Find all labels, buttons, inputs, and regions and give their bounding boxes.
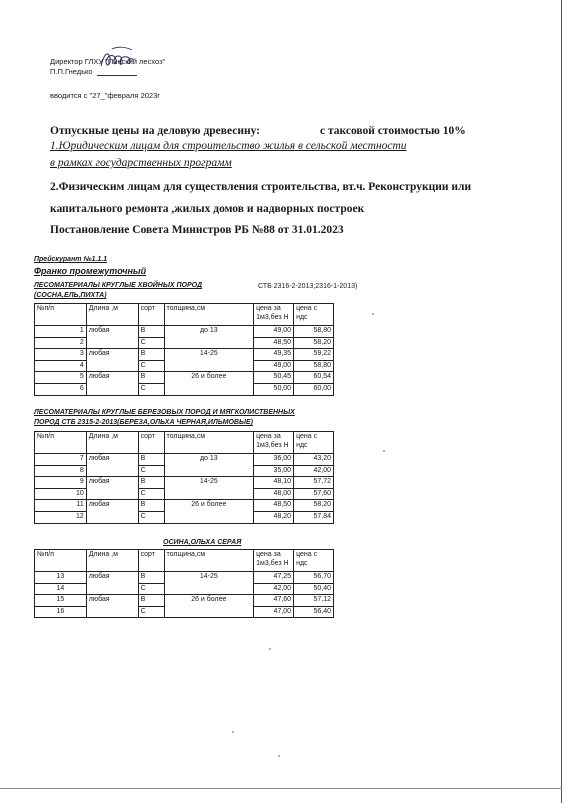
- table-row: 6 С 50,00 60,00: [35, 383, 334, 395]
- col-header-num: №п/п: [35, 550, 87, 572]
- section1-subtitle: (СОСНА,ЕЛЬ,ПИХТА): [34, 292, 107, 299]
- table-row: 4 С 49,00 58,80: [35, 360, 334, 372]
- table-row: 10 С 48,00 57,60: [35, 488, 334, 500]
- col-header-grade: сорт: [138, 550, 164, 572]
- table-row: 1 любая В до 13 49,00 58,80: [35, 326, 334, 338]
- individuals-line2: капитального ремонта ,жилых домов и надворных построек: [50, 203, 365, 215]
- decree-line: Постановление Совета Министров РБ №88 от 31.01.2023: [50, 224, 344, 236]
- scan-speck: [383, 450, 385, 452]
- col-header-thickness: толщина,см: [164, 432, 254, 454]
- table-row: 5 любая В 26 и более 50,45 60,54: [35, 372, 334, 384]
- scan-speck: [372, 313, 374, 315]
- pricelist-label: Прейскурант №1.1.1: [34, 256, 108, 263]
- section3-title: ОСИНА,ОЛЬХА СЕРАЯ: [163, 539, 242, 546]
- table-row: 8 С 35,00 42,00: [35, 465, 334, 477]
- col-header-price-vat: цена с ндс: [294, 550, 334, 572]
- page-edge-right: [561, 0, 562, 803]
- table-row: 2 С 48,50 58,20: [35, 337, 334, 349]
- signature-underline: [97, 75, 137, 76]
- price-table-conifer: [34, 303, 334, 396]
- legal-entities-line2: в рамках государственных программ: [50, 157, 232, 169]
- legal-entities-line1: 1.Юридическим лицам для строительство жилья в сельской местности: [50, 140, 407, 152]
- col-header-length: Длина ,м: [86, 550, 138, 572]
- col-header-price-vat: цена с ндс: [294, 304, 334, 326]
- table-row: 9 любая В 14-25 48,10 57,72: [35, 477, 334, 489]
- individuals-line1: 2.Физическим лицам для существления строительства, вт.ч. Реконструкции или: [50, 181, 472, 193]
- price-table-birch: [34, 431, 334, 524]
- section1-standard: СТБ 2316-2-2013;2316-1-2013): [258, 283, 358, 290]
- franco-label: Франко промежуточный: [34, 266, 147, 276]
- section2-title-line2: ПОРОД СТБ 2315-2-2013(БЕРЕЗА,ОЛЬХА ЧЕРНАЯ,ИЛЬМОВЫЕ): [34, 419, 253, 426]
- col-header-price-vat: цена с ндс: [294, 432, 334, 454]
- col-header-price: цена за 1м3,без Н: [254, 550, 294, 572]
- table-row: 12 С 48,20 57,84: [35, 511, 334, 523]
- table-row: 7 любая В до 13 36,00 43,20: [35, 454, 334, 466]
- table-row: 14 С 42,00 50,40: [35, 583, 334, 595]
- col-header-thickness: толщина,см: [164, 550, 254, 572]
- price-title-right: с таксовой стоимостью 10%: [320, 125, 466, 137]
- director-line: Директор ГЛХУ "Пинский лесхоз": [50, 57, 166, 66]
- col-header-price: цена за 1м3,без Н: [254, 304, 294, 326]
- scan-speck: [278, 755, 280, 757]
- col-header-grade: сорт: [138, 304, 164, 326]
- col-header-length: Длина ,м: [86, 304, 138, 326]
- date-line: вводится с "27_"февраля 2023г: [50, 91, 160, 100]
- signature-image: [98, 46, 136, 72]
- table-row: 16 С 47,00 56,40: [35, 606, 334, 618]
- page-edge-bottom: [0, 788, 562, 789]
- price-table-aspen: [34, 549, 334, 618]
- scan-speck: [269, 648, 271, 650]
- col-header-grade: сорт: [138, 432, 164, 454]
- section2-title-line1: ЛЕСОМАТЕРИАЛЫ КРУГЛЫЕ БЕРЕЗОВЫХ ПОРОД И МЯГКОЛИСТВЕННЫХ: [34, 409, 295, 416]
- name-line: П.П.Гнедько: [50, 67, 93, 76]
- table-row: 3 любая В 14-25 49,35 59,22: [35, 349, 334, 361]
- col-header-num: №п/п: [35, 304, 87, 326]
- col-header-thickness: толщина,см: [164, 304, 254, 326]
- col-header-length: Длина ,м: [86, 432, 138, 454]
- price-title-left: Отпускные цены на деловую древесину:: [50, 125, 261, 137]
- scan-speck: [232, 731, 234, 733]
- col-header-num: №п/п: [35, 432, 87, 454]
- table-row: 15 любая В 26 и более 47,60 57,12: [35, 595, 334, 607]
- section1-title: ЛЕСОМАТЕРИАЛЫ КРУГЛЫЕ ХВОЙНЫХ ПОРОД: [34, 282, 203, 289]
- table-row: 11 любая В 26 и более 48,50 58,20: [35, 500, 334, 512]
- col-header-price: цена за 1м3,без Н: [254, 432, 294, 454]
- table-row: 13 любая В 14-25 47,25 56,70: [35, 572, 334, 584]
